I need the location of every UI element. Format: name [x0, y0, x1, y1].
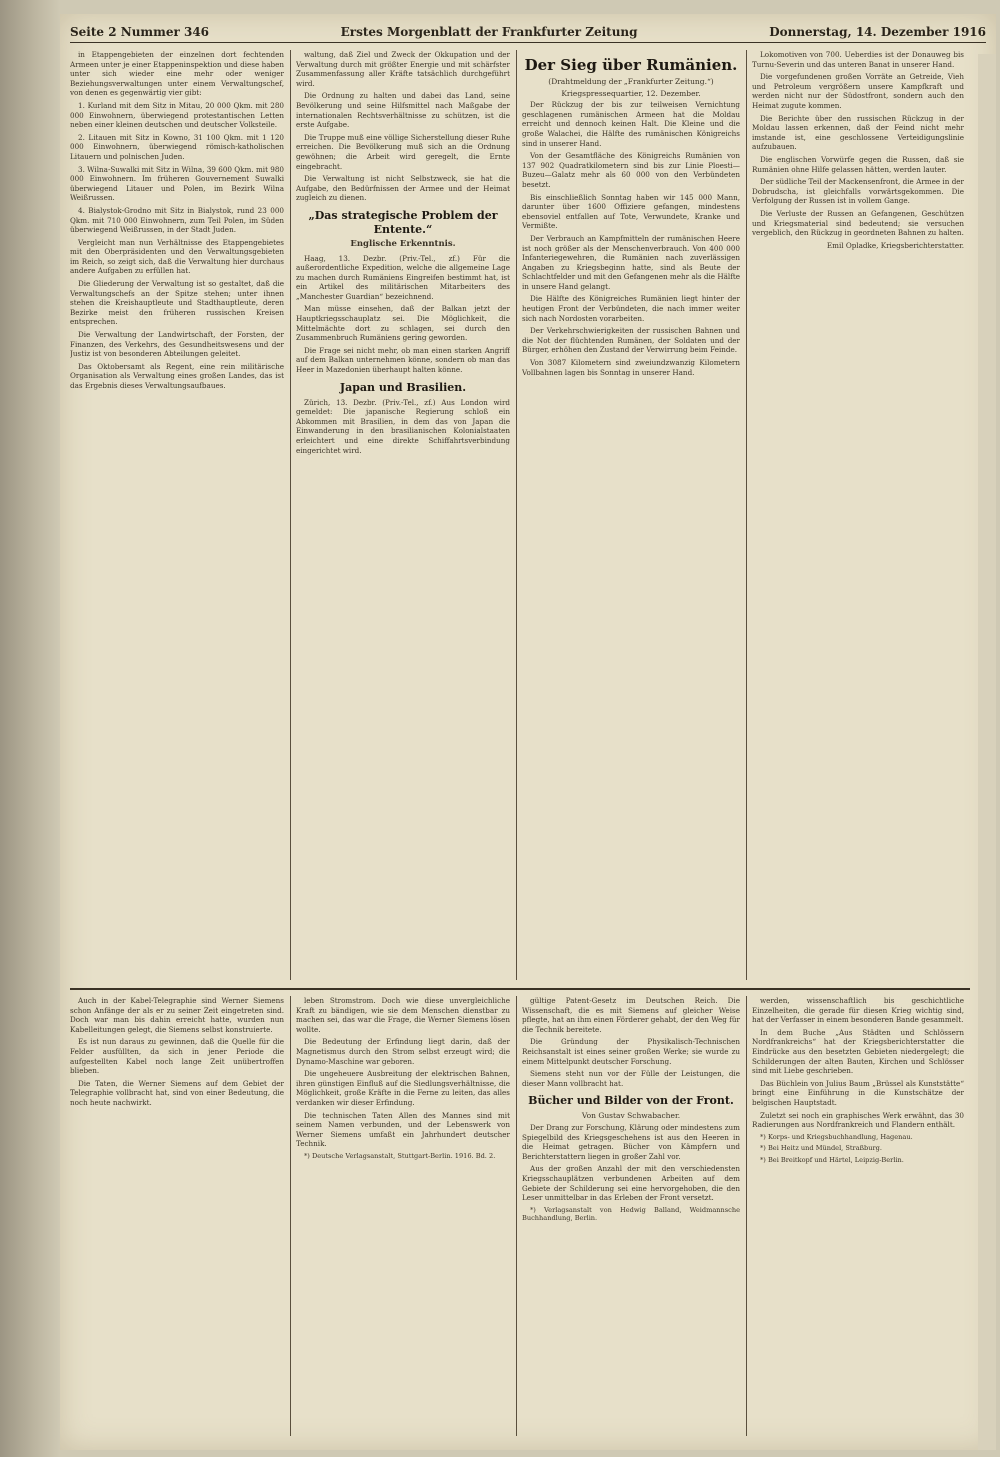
page-number: Seite 2 Nummer 346: [70, 25, 210, 39]
binding-gutter: [0, 0, 60, 1457]
paragraph: Die Bedeutung der Erfindung liegt darin, daß der Magnetismus durch den Strom selbst erzeugt wird; die Dynamo-Maschine war geboren.: [296, 1037, 510, 1066]
paragraph: in Etappengebieten der einzelnen dort fechtenden Armeen unter je einer Etappeninspektion und diese haben unter sich wieder eine mehr oder weniger Beziehungsverwaltungen unter einem Verwaltungschef, von denen es gegenwärtig vier gibt:: [70, 50, 284, 98]
newspaper-page: [60, 14, 996, 1450]
article-source: (Drahtmeldung der „Frankfurter Zeitung.“): [548, 77, 714, 86]
paragraph: Es ist nun daraus zu gewinnen, daß die Quelle für die Felder ausfüllten, da sich in jener Periode die aufgestellten Kabel noch lange Zeit unübertroffen blieben.: [70, 1037, 284, 1076]
paragraph: Der Verkehrschwierigkeiten der russischen Bahnen und die Not der flüchtenden Rumänen, der Soldaten und der Bürger, erhöhen den Zustand der Verwirrung beim Feinde.: [522, 326, 740, 355]
paragraph: Die Taten, die Werner Siemens auf dem Gebiet der Telegraphie vollbracht hat, sind von einer Bedeutung, die noch heute nachwirkt.: [70, 1078, 284, 1107]
paragraph: Die Verluste der Russen an Gefangenen, Geschützen und Kriegsmaterial sind bedeutend; sie versuchen vergeblich, den Rückzug in geordneten Bahnen zu halten.: [752, 208, 964, 238]
article-byline: Von Gustav Schwabacher.: [581, 1111, 681, 1121]
footnote: *) Bei Breitkopf und Härtel, Leipzig-Berlin.: [760, 1155, 904, 1164]
footnote: *) Bei Heitz und Mündel, Straßburg.: [760, 1144, 882, 1153]
paragraph: Die Gründung der Physikalisch-Technischen Reichsanstalt ist eines seiner großen Werke; sie wurde zu einem Mittelpunkt deutscher Forschung.: [522, 1037, 740, 1066]
column-rule: [746, 50, 747, 980]
masthead: [70, 22, 986, 43]
feuilleton-column-4: [752, 996, 964, 1436]
column-rule: [516, 50, 517, 980]
paragraph: Die Verwaltung der Landwirtschaft, der Forsten, der Finanzen, des Verkehrs, des Gesundheitswesens und der Justiz ist von besonderen Abteilungen geleitet.: [70, 330, 284, 359]
paragraph: Der Verbrauch an Kampfmitteln der rumänischen Heere ist noch größer als der Menschenverbrauch. Von 400 000 Infanteriegewehren, die Rumänien nach zuverlässigen Angaben zu Kriegsbeginn hatte, sind als Beute der Schlachtfelder und mit den Gefangenen mehr als die Hälfte in unsere Hand gelangt.: [522, 233, 740, 291]
paragraph: 2. Litauen mit Sitz in Kowno, 31 100 Qkm. mit 1 120 000 Einwohnern, überwiegend römisch-katholischen Litauern und polnischen Juden.: [70, 132, 284, 161]
footnote: *) Korps- und Kriegsbuchhandlung, Hagenau.: [760, 1132, 913, 1141]
paragraph: In dem Buche „Aus Städten und Schlössern Nordfrankreichs“ hat der Kriegsberichterstatter die Eindrücke aus den besetzten Gebieten niedergelegt; die Schilderungen der alten Bauten, Kirchen und Schlösser sind mit Liebe geschrieben.: [752, 1027, 964, 1076]
paragraph: Zuletzt sei noch ein graphisches Werk erwähnt, das 30 Radierungen aus Nordfrankreich und Flandern enthält.: [752, 1110, 964, 1130]
column-2: [296, 50, 510, 980]
paragraph: Zürich, 13. Dezbr. (Priv.-Tel., zf.) Aus London wird gemeldet: Die japanische Regierung schloß ein Abkommen mit Brasilien, in dem das von Japan die Einwanderung in den brasilianischen Kolonialstaaten erleichtert und eine direkte Schiffahrtsverbindung eingerichtet wird.: [296, 397, 510, 455]
column-4: [752, 50, 964, 980]
paragraph: Die Hälfte des Königreiches Rumänien liegt hinter der heutigen Front der Verbündeten, die nach immer weiter sich nach Nordosten vorarbeiten.: [522, 294, 740, 323]
paragraph: 1. Kurland mit dem Sitz in Mitau, 20 000 Qkm. mit 280 000 Einwohnern, überwiegend protestantischen Letten neben einer kleinen deutschen und deutscher Volksteile.: [70, 100, 284, 130]
paragraph: gültige Patent-Gesetz im Deutschen Reich. Die Wissenschaft, die es mit Siemens auf gleicher Weise pflegte, hat an ihm einen Förderer gehabt, der den Weg für die Technik bereitete.: [522, 996, 740, 1034]
paragraph: Die technischen Taten Allen des Mannes sind mit seinem Namen verbunden, und der Lebenswerk von Werner Siemens umfaßt ein Jahrhundert deutscher Technik.: [296, 1110, 510, 1149]
lead-headline: Der Sieg über Rumänien.: [524, 56, 738, 74]
author-signature: Emil Opladke, Kriegsberichterstatter.: [826, 240, 964, 250]
newspaper-title: Erstes Morgenblatt der Frankfurter Zeitung: [340, 25, 638, 39]
column-rule: [290, 996, 291, 1436]
paragraph: 3. Wilna-Suwalki mit Sitz in Wilna, 39 600 Qkm. mit 980 000 Einwohnern. Im früheren Gouvernement Suwalki überwiegend Litauer und Polen, im Bezirk Wilna Weißrussen.: [70, 164, 284, 203]
paragraph: Die Truppe muß eine völlige Sicherstellung dieser Ruhe erreichen. Die Bevölkerung muß sich an die Ordnung gewöhnen; die Arbeit wird geregelt, die Ernte eingebracht.: [296, 132, 510, 171]
footnote: *) Deutsche Verlagsanstalt, Stuttgart-Berlin. 1916. Bd. 2.: [304, 1151, 496, 1160]
paragraph: 4. Bialystok-Grodno mit Sitz in Bialystok, rund 23 000 Qkm. mit 710 000 Einwohnern, zum Teil Polen, im Süden überwiegend Weißrussen, in der Stadt Juden.: [70, 205, 284, 235]
paragraph: Die ungeheuere Ausbreitung der elektrischen Bahnen, ihren günstigen Einfluß auf die Siedlungsverhältnisse, die Möglichkeit, große Kräfte in die Ferne zu leiten, das alles verdanken wir dieser Erfindung.: [296, 1069, 510, 1107]
paragraph: Vergleicht man nun Verhältnisse des Etappengebietes mit den Oberpräsidenten und den Verwaltungsgebieten im Reich, so zeigt sich, daß die Verwaltung hier durchaus andere Aufgaben zu erfüllen hat.: [70, 237, 284, 276]
paragraph: Lokomotiven von 700. Ueberdies ist der Donauweg bis Turnu-Severin und das unteren Banat in unserer Hand.: [752, 50, 964, 69]
paragraph: Haag, 13. Dezbr. (Priv.-Tel., zf.) Für die außerordentliche Expedition, welche die allgemeine Lage zu machen durch Rumäniens Eingreifen bestimmt hat, ist ein Artikel des militärischen Mitarbeiters des „Manchester Guardian“ bezeichnend.: [296, 253, 510, 301]
article-headline: Bücher und Bilder von der Front.: [528, 1094, 734, 1108]
issue-date: Donnerstag, 14. Dezember 1916: [769, 25, 986, 39]
column-3: [522, 50, 740, 980]
paragraph: Der südliche Teil der Mackensenfront, die Armee in der Dobrudscha, ist gleichfalls vorwärtsgekommen. Die Verfolgung der Russen ist in vollem Gange.: [752, 177, 964, 206]
column-rule: [290, 50, 291, 980]
column-rule: [746, 996, 747, 1436]
feuilleton-column-3: [522, 996, 740, 1436]
paragraph: waltung, daß Ziel und Zweck der Okkupation und der Verwaltung durch mit größter Energie und mit schärfster Zusammenfassung aller Kräfte tatsächlich durchgeführt wird.: [296, 50, 510, 88]
paragraph: Der Rückzug der bis zur teilweisen Vernichtung geschlagenen rumänischen Armeen hat die Moldau erreicht und dennoch keinen Halt. Die Kleine und die große Walachei, die Hälfte des rumänischen Königreichs sind in unserer Hand.: [522, 100, 740, 148]
paragraph: Siemens steht nun vor der Fülle der Leistungen, die dieser Mann vollbracht hat.: [522, 1069, 740, 1088]
column-rule: [516, 996, 517, 1436]
feuilleton-column-2: [296, 996, 510, 1436]
paragraph: Die Berichte über den russischen Rückzug in der Moldau lassen erkennen, daß der Feind nicht mehr imstande ist, eine geschlossene Verteidigungslinie aufzubauen.: [752, 113, 964, 152]
paragraph: Das Oktobersamt als Regent, eine rein militärische Organisation als Verwaltung eines großen Landes, das ist das Ergebnis dieses Verwaltungsaufbaues.: [70, 361, 284, 390]
feuilleton-column-1: [70, 996, 284, 1436]
article-headline: Japan und Brasilien.: [339, 380, 467, 394]
paragraph: Von der Gesamtfläche des Königreichs Rumänien von 137 902 Quadratkilometern sind bis zur Linie Ploesti—Buzeu—Galatz mehr als 60 000 von den Verbündeten besetzt.: [522, 151, 740, 189]
paragraph: Auch in der Kabel-Telegraphie sind Werner Siemens schon Anfänge der als er zu seiner Zeit eingetreten sind. Doch war man bis dahin erreicht hatte, wurden nun Kabelleitungen gelegt, die Siemens selbst konstruierte.: [70, 996, 284, 1034]
paragraph: Von 3087 Kilometern sind zweiundzwanzig Kilometern Vollbahnen lagen bis Sonntag in unserer Hand.: [522, 358, 740, 377]
footnote: *) Verlagsanstalt von Hedwig Balland, Weidmannsche Buchhandlung, Berlin.: [522, 1205, 740, 1223]
paragraph: werden, wissenschaftlich bis geschichtliche Einzelheiten, die gerade für diesen Krieg wichtig sind, hat der Verfasser in einem besonderen Bande gesammelt.: [752, 996, 964, 1025]
paragraph: Die Gliederung der Verwaltung ist so gestaltet, daß die Verwaltungschefs an der Spitze stehen; unter ihnen stehen die Kreishauptleute und Stadthauptleute, deren Bezirke meist den früheren russischen Kreisen entsprechen.: [70, 279, 284, 327]
feuilleton-rule: [70, 988, 970, 990]
article-headline: „Das strategische Problem der Entente.“: [308, 208, 498, 236]
article-subheadline: Englische Erkenntnis.: [350, 238, 456, 249]
paragraph: Die englischen Vorwürfe gegen die Russen, daß sie Rumänien ohne Hilfe gelassen hätten, werden lauter.: [752, 154, 964, 174]
article-dateline: Kriegspressequartier, 12. Dezember.: [561, 88, 701, 98]
paragraph: Man müsse einsehen, daß der Balkan jetzt der Hauptkriegsschauplatz sei. Die Möglichkeit, die Mittelmächte dort zu schlagen, sei durch den Zusammenbruch Rumäniens gering geworden.: [296, 304, 510, 343]
paragraph: Die vorgefundenen großen Vorräte an Getreide, Vieh und Petroleum vergrößern unsere Kampfkraft und werden nicht nur der Südostfront, sondern auch den Heimat zugute kommen.: [752, 72, 964, 110]
paragraph: Aus der großen Anzahl der mit den verschiedensten Kriegsschauplätzen verbundenen Arbeiten auf dem Gebiete der Schilderung sei eine hervorgehoben, die den Leser unmittelbar in das Erleben der Front versetzt.: [522, 1164, 740, 1203]
paragraph: leben Stromstrom. Doch wie diese unvergleichliche Kraft zu bändigen, wie sie dem Menschen dienstbar zu machen sei, das war die Frage, die Werner Siemens lösen wollte.: [296, 996, 510, 1034]
adjacent-page-edge: [978, 54, 996, 1450]
paragraph: Die Ordnung zu halten und dabei das Land, seine Bevölkerung und seine Hilfsmittel nach Maßgabe der internationalen Rechtsverhältnisse zu schützen, ist die erste Aufgabe.: [296, 91, 510, 130]
paragraph: Bis einschließlich Sonntag haben wir 145 000 Mann, darunter über 1600 Offiziere gefangen, mindestens ebensoviel entfallen auf Tote, Verwundete, Kranke und Vermißte.: [522, 192, 740, 231]
paragraph: Das Büchlein von Julius Baum „Brüssel als Kunststätte“ bringt eine Einführung in die Kunstschätze der belgischen Hauptstadt.: [752, 1078, 964, 1107]
paragraph: Der Drang zur Forschung, Klärung oder mindestens zum Spiegelbild des Kriegsgeschehens ist aus den Heeren in die Heimat getragen. Bücher von Kämpfern und Berichterstattern liegen in großer Zahl vor.: [522, 1122, 740, 1161]
paragraph: Die Verwaltung ist nicht Selbstzweck, sie hat die Aufgabe, den Bedürfnissen der Armee und der Heimat zugleich zu dienen.: [296, 174, 510, 203]
paragraph: Die Frage sei nicht mehr, ob man einen starken Angriff auf dem Balkan unternehmen könne, sondern ob man das Heer in Mazedonien überhaupt halten könne.: [296, 345, 510, 375]
column-1: [70, 50, 284, 980]
